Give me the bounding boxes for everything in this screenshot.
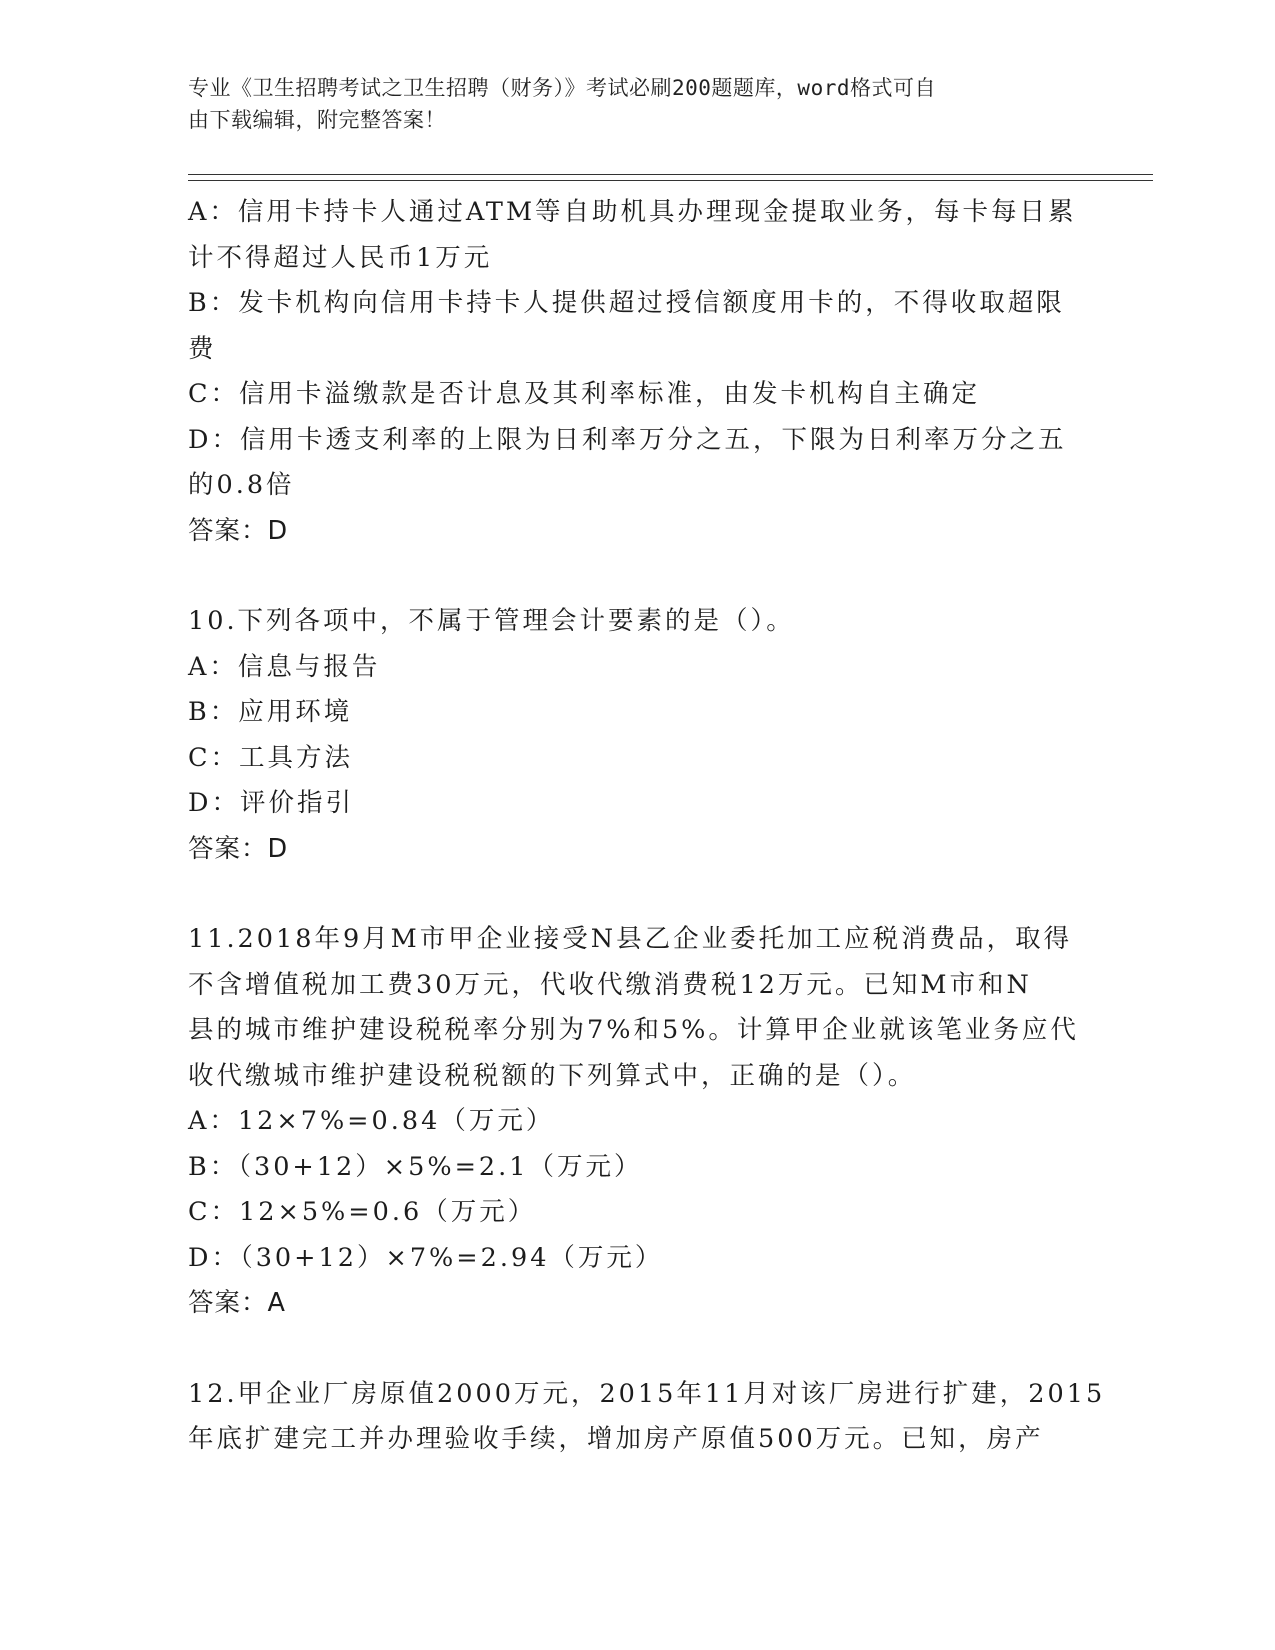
option-a-line-1: A：信用卡持卡人通过ATM等自助机具办理现金提取业务，每卡每日累 [188,197,1077,227]
question-stem-line-3: 县的城市维护建设税税率分别为7%和5%。计算甲企业就该笔业务应代 [188,1015,1079,1045]
answer-9: 答案：D [188,515,289,546]
spacer [188,554,1088,599]
option-b: B：应用环境 [188,697,353,727]
document-header [188,72,1068,136]
question-9-options [188,190,1088,554]
option-d-line-2: 的0.8倍 [188,470,295,500]
option-c: C：12×5%=0.6（万元） [188,1197,537,1227]
option-a: A：12×7%=0.84（万元） [188,1106,555,1136]
option-b: B：（30+12）×5%=2.1（万元） [188,1151,643,1182]
header-divider-top [188,174,1153,175]
option-b-line-2: 费 [188,333,217,364]
question-stem-line-1: 12.甲企业厂房原值2000万元，2015年11月对该厂房进行扩建，2015 [188,1378,1106,1409]
question-11 [188,917,1088,1327]
question-stem: 10.下列各项中，不属于管理会计要素的是（）。 [188,606,795,636]
spacer [188,872,1088,917]
answer-10: 答案：D [188,833,289,864]
question-10 [188,599,1088,872]
header-line-2: 由下载编辑，附完整答案！ [188,108,446,132]
question-stem-line-4: 收代缴城市维护建设税税额的下列算式中，正确的是（）。 [188,1060,917,1091]
option-d: D：（30+12）×7%=2.94（万元） [188,1242,664,1273]
option-d: D：评价指引 [188,788,354,818]
spacer [188,1327,1088,1372]
question-stem-line-1: 11.2018年9月M市甲企业接受N县乙企业委托加工应税消费品，取得 [188,924,1073,954]
question-12 [188,1372,1106,1463]
option-c: C：工具方法 [188,742,354,773]
header-divider-bottom [188,180,1153,181]
question-stem-line-2: 年底扩建完工并办理验收手续，增加房产原值500万元。已知，房产 [188,1424,1044,1454]
question-stem-line-2: 不含增值税加工费30万元，代收代缴消费税12万元。已知M市和N [188,969,1032,1000]
option-a: A：信息与报告 [188,651,381,682]
header-line-1: 专业《卫生招聘考试之卫生招聘（财务）》考试必刷200题题库，word格式可自 [188,76,936,100]
option-c-line-1: C：信用卡溢缴款是否计息及其利率标准，由发卡机构自主确定 [188,379,981,409]
option-d-line-1: D：信用卡透支利率的上限为日利率万分之五，下限为日利率万分之五 [188,424,1067,455]
option-a-line-2: 计不得超过人民币1万元 [188,242,493,273]
question-list [188,190,1106,1463]
answer-11: 答案：A [188,1288,286,1318]
option-b-line-1: B：发卡机构向信用卡持卡人提供超过授信额度用卡的，不得收取超限 [188,288,1065,318]
